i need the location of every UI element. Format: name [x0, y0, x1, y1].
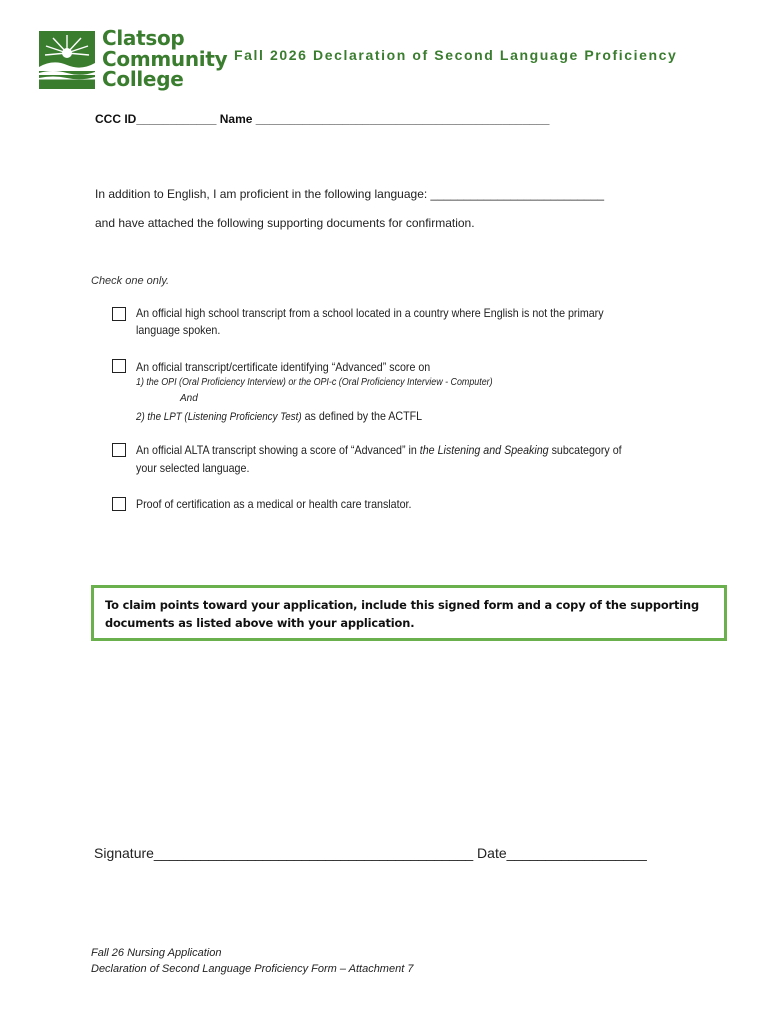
option-2-sub-2-rest: as defined by the ACTFL: [301, 409, 423, 423]
option-3-checkbox[interactable]: [112, 443, 126, 457]
logo-line-3: College: [102, 67, 184, 91]
option-3-text: [136, 443, 622, 457]
option-2-checkbox[interactable]: [112, 359, 126, 373]
language-field[interactable]: In addition to English, I am proficient in the following language: __________________________: [95, 187, 605, 201]
option-3-text-italic: the Listening and Speaking: [419, 443, 549, 457]
option-1-text: An official high school transcript from a school located in a country where English is not the primary: [136, 306, 604, 320]
college-logo-wordmark: [102, 28, 227, 90]
option-3-text-a: An official ALTA transcript showing a score of “Advanced” in: [136, 443, 420, 457]
footer-line-1: Fall 26 Nursing Application: [91, 947, 222, 959]
option-1-text-cont: language spoken.: [136, 323, 221, 337]
option-2-sub-1: 1) the OPI (Oral Proficiency Interview) or the OPI-c (Oral Proficiency Interview - Computer): [136, 377, 493, 388]
option-2-text: An official transcript/certificate identifying “Advanced” score on: [136, 360, 431, 374]
option-1-checkbox[interactable]: [112, 307, 126, 321]
id-name-field[interactable]: CCC ID____________ Name ____________________________________________: [95, 112, 550, 126]
option-4-text: Proof of certification as a medical or health care translator.: [136, 497, 412, 511]
option-2-sub-2: [136, 409, 422, 423]
signature-date-field[interactable]: Signature_________________________________________ Date__________________: [94, 845, 647, 861]
option-3-text-b: subcategory of: [548, 443, 622, 457]
check-instruction: Check one only.: [91, 275, 170, 287]
logo-line-1: Clatsop: [102, 26, 185, 50]
footer-line-2: Declaration of Second Language Proficiency Form – Attachment 7: [91, 963, 414, 975]
notice-text: To claim points toward your application, include this signed form and a copy of the supporting documents as listed above with your application.: [105, 598, 699, 630]
college-logo-mark: [39, 31, 95, 89]
option-2-sub-and: And: [180, 393, 198, 404]
option-2-sub-2-italic: 2) the LPT (Listening Proficiency Test): [136, 411, 302, 423]
option-3-text-cont: your selected language.: [136, 461, 250, 475]
intro-text: and have attached the following supporting documents for confirmation.: [95, 216, 475, 230]
notice-box: [91, 585, 727, 641]
option-4-checkbox[interactable]: [112, 497, 126, 511]
form-title: Fall 2026 Declaration of Second Language Proficiency: [234, 47, 678, 63]
logo-line-2: Community: [102, 46, 228, 71]
